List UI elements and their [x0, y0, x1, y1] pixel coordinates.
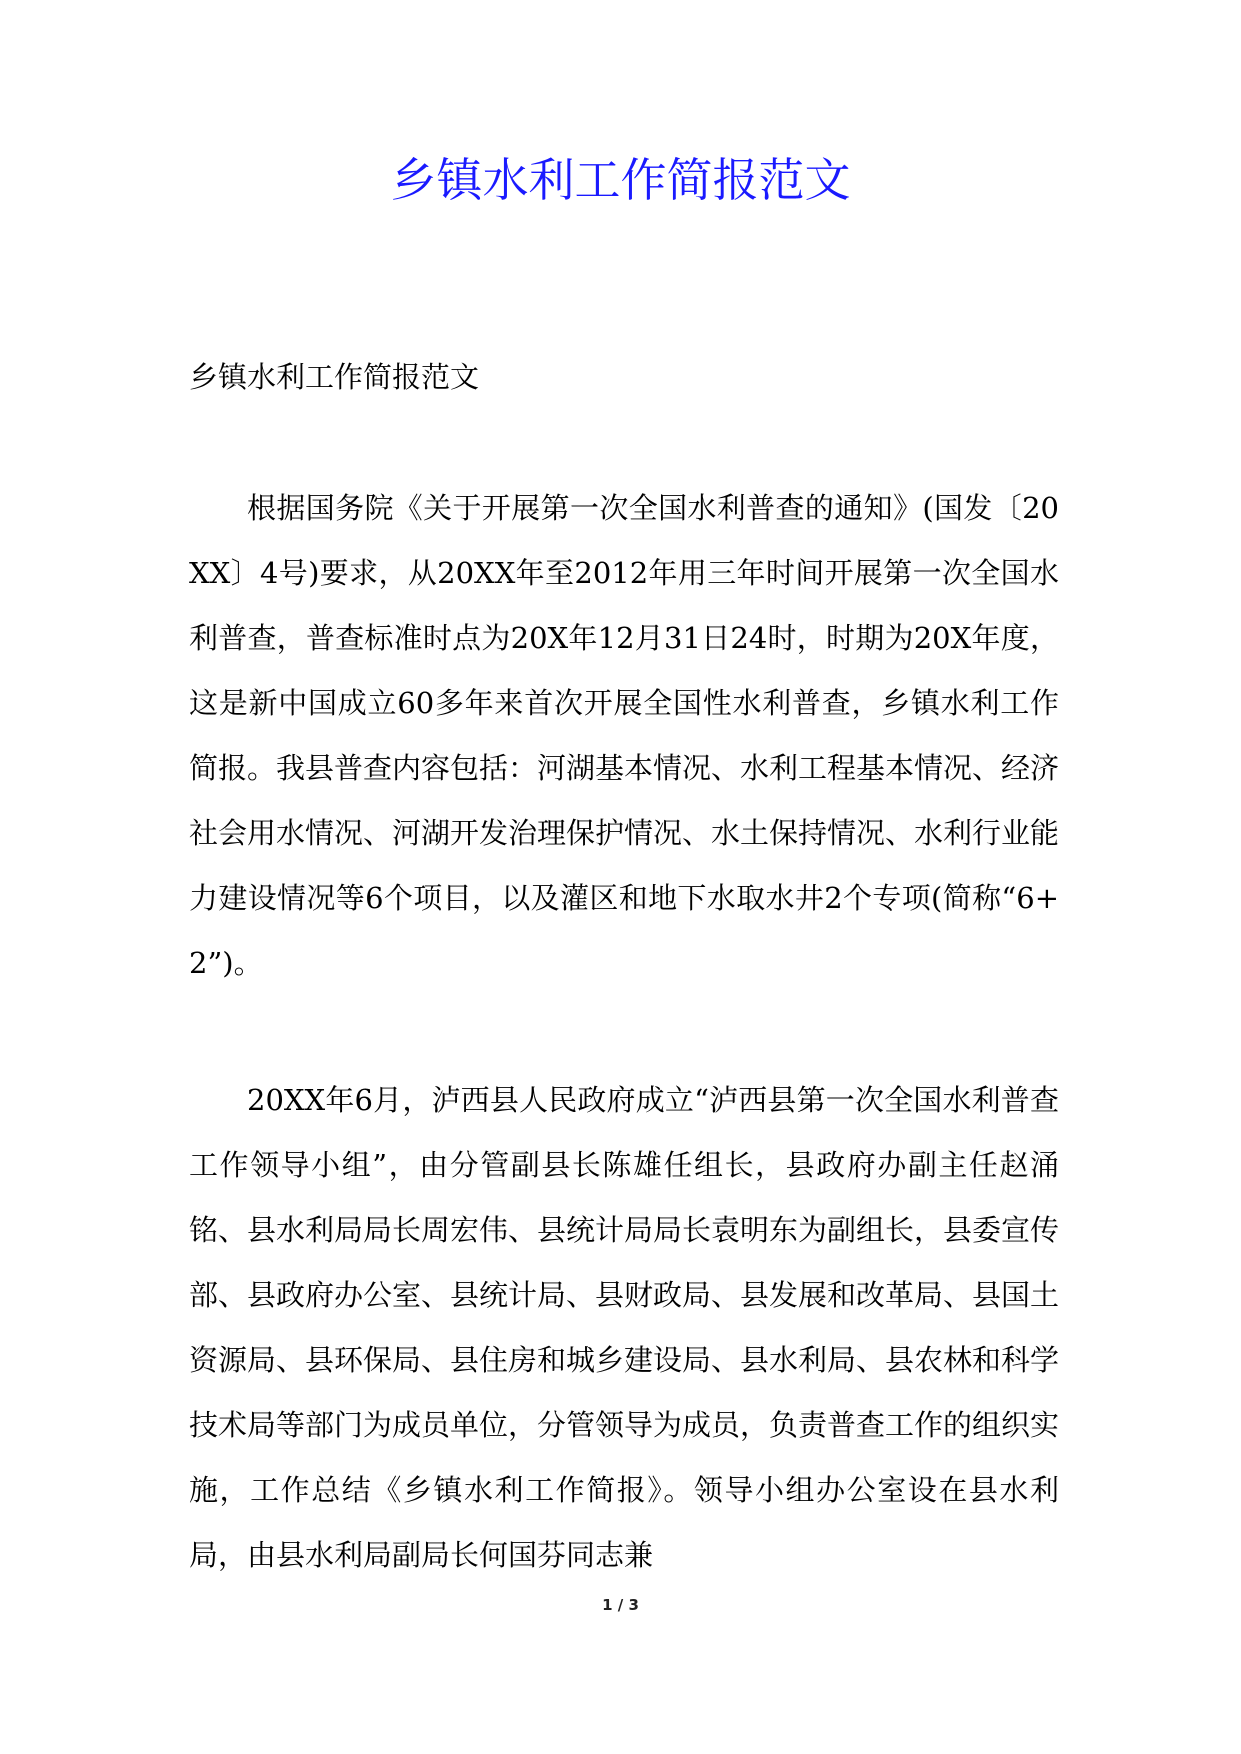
document-title: 乡镇水利工作简报范文 [390, 153, 851, 207]
body-paragraph: 20XX年6月，泸西县人民政府成立“泸西县第一次全国水利普查工作领导小组”，由分管副县长陈雄任组长，县政府办副主任赵涌铭、县水利局局长周宏伟、县统计局局长袁明东为副组长，县委宣传部、县政府办公室、县统计局、县财政局、县发展和改革局、县国土资源局、县环保局、县住房和城乡建设局、县水利局、县农林和科学技术局等部门为成员单位，分管领导为成员，负责普查工作的组织实施，工作总结《乡镇水利工作简报》。领导小组办公室设在县水利局，由县水利局副局长何国芬同志兼 [189, 1083, 1060, 1572]
document-subtitle: 乡镇水利工作简报范文 [189, 360, 480, 394]
body-paragraph: 根据国务院《关于开展第一次全国水利普查的通知》(国发〔20XX〕4号)要求，从20XX年至2012年用三年时间开展第一次全国水利普查，普查标准时点为20X年12月31日24时，时期为20X年度，这是新中国成立60多年来首次开展全国性水利普查，乡镇水利工作简报。我县普查内容包括：河湖基本情况、水利工程基本情况、经济社会用水情况、河湖开发治理保护情况、水土保持情况、水利行业能力建设情况等6个项目，以及灌区和地下水取水井2个专项(简称“6+2”)。 [189, 491, 1060, 980]
page-number: 1 / 3 [602, 1596, 639, 1614]
